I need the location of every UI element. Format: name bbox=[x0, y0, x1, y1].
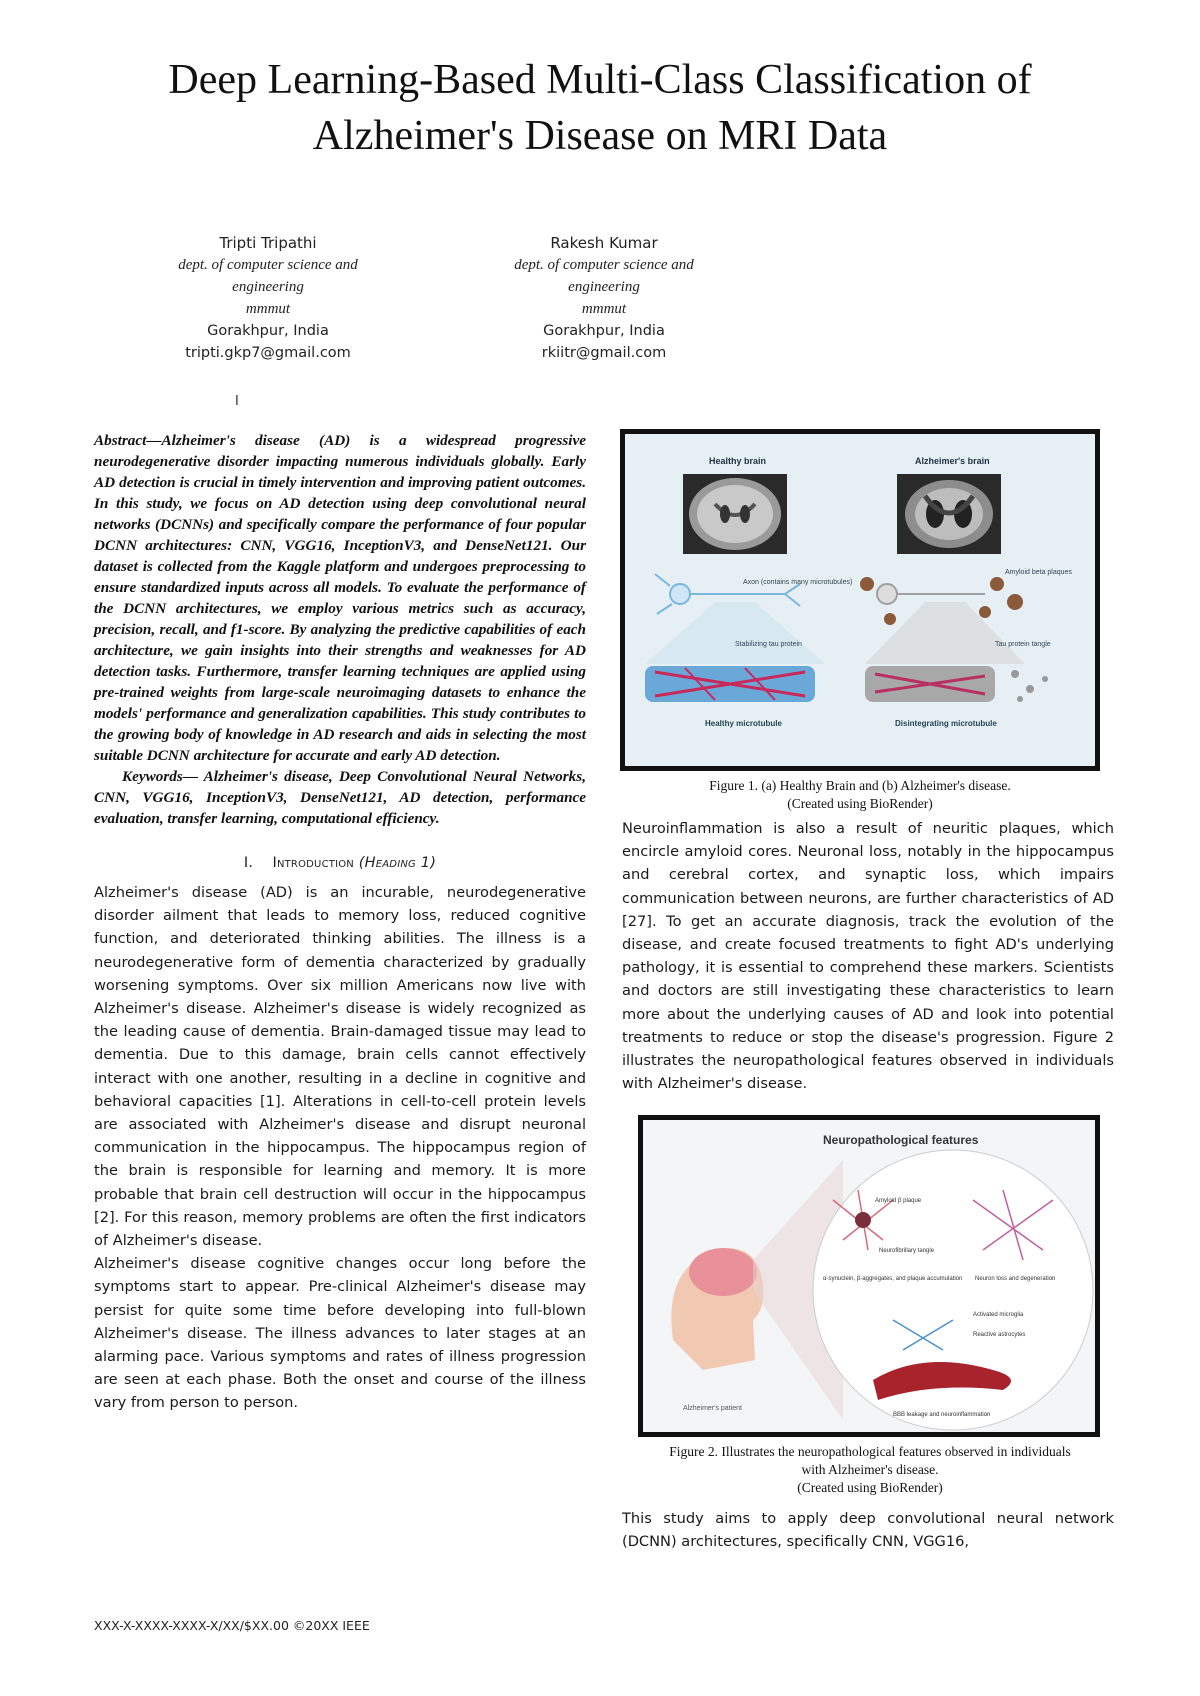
figure-2-illustration bbox=[643, 1120, 1095, 1432]
keywords: Keywords— Alzheimer's disease, Deep Convolutional Neural Networks, CNN, VGG16, InceptionV3, DenseNet121, AD detection, performance evaluation, transfer learning, computational efficiency. bbox=[94, 768, 586, 827]
fig1-label-amyloid: Amyloid beta plaques bbox=[1005, 569, 1072, 576]
author-dept-cont: engineering bbox=[568, 279, 640, 295]
figure-2-caption bbox=[620, 1443, 1120, 1497]
figure-1-illustration bbox=[625, 434, 1095, 766]
fig2-label-microglia: Activated microglia bbox=[973, 1312, 1024, 1318]
fig1-label-tau-tangle: Tau protein tangle bbox=[995, 641, 1051, 648]
figure-1-caption bbox=[620, 777, 1100, 813]
stray-mark: I bbox=[235, 394, 239, 409]
right-column-lower bbox=[622, 1507, 1114, 1553]
author-location: Gorakhpur, India bbox=[207, 323, 329, 339]
author-email: tripti.gkp7@gmail.com bbox=[185, 345, 351, 361]
copyright-footer: XXX-X-XXXX-XXXX-X/XX/$XX.00 ©20XX IEEE bbox=[94, 1618, 370, 1633]
author-email: rkiitr@gmail.com bbox=[541, 345, 667, 361]
fig1-label-alz: Alzheimer's brain bbox=[915, 456, 990, 466]
fig2-label-nft: Neurofibrillary tangle bbox=[879, 1248, 935, 1254]
intro-paragraph-1: Alzheimer's disease (AD) is an incurable, neurodegenerative disorder ailment that leads to memory loss, reduced cognitive function, and deteriorated thinking abilities. The illness is a neurodegenerative form of dementia characterized by gradually worsening symptoms. Over six million Americans now live with Alzheimer's disease. Alzheimer's disease is widely recognized as the leading cause of dementia. Brain-damaged tissue may lead to dementia. Due to this damage, brain cells cannot effectively interact with one another, resulting in a decline in cognitive and behavioral capacities [1]. Alterations in cell-to-cell protein levels are associated with Alzheimer's disease and disrupt neuronal communication in the hippocampus. The hippocampus region of the brain is responsible for learning and memory. It is more probable that brain cell destruction will occur in the hippocampus [2]. For this reason, memory problems are often the first indicators of Alzheimer's disease. bbox=[94, 884, 586, 1250]
figure-1 bbox=[620, 429, 1100, 771]
abstract: Abstract—Alzheimer's disease (AD) is a widespread progressive neurodegenerative disorder impacting numerous individuals globally. Early AD detection is crucial in timely intervention and improving patient outcomes. In this study, we focus on AD detection using deep convolutional neural networks (DCNNs) and specifically compare the performance of four popular DCNN architectures: CNN, VGG16, InceptionV3, and DenseNet121. Our dataset is collected from the Kaggle platform and undergoes preprocessing to ensure standardized inputs across all models. To evaluate the performance of the DCNN architectures, we employ various metrics such as accuracy, precision, recall, and f1-score. By analyzing the predictive capabilities of each architecture, we gain insights into their strengths and weaknesses for AD detection tasks. Furthermore, transfer learning techniques are applied using pre-trained weights from large-scale neuroimaging datasets to enhance the models' performance and generalization capabilities. This study contributes to the growing body of knowledge in AD research and aids in selecting the most suitable DCNN architecture for accurate and early AD detection. bbox=[94, 432, 586, 764]
left-column bbox=[94, 430, 586, 1415]
figure-2-caption-line-2: with Alzheimer's disease. bbox=[801, 1462, 939, 1477]
fig1-label-tau-stab: Stabilizing tau protein bbox=[735, 641, 802, 648]
author-name: Tripti Tripathi bbox=[219, 234, 317, 252]
author-org: mmmut bbox=[581, 301, 627, 317]
figure-2-caption-line-3: (Created using BioRender) bbox=[797, 1480, 943, 1495]
section-suffix: (Heading 1) bbox=[358, 855, 437, 871]
author-name: Rakesh Kumar bbox=[550, 234, 658, 252]
figure-1-caption-line-1: Figure 1. (a) Healthy Brain and (b) Alzheimer's disease. bbox=[709, 778, 1011, 793]
author-block-1 bbox=[138, 232, 398, 364]
figure-2-caption-line-1: Figure 2. Illustrates the neuropathological features observed in individuals bbox=[669, 1444, 1071, 1459]
author-dept: dept. of computer science and bbox=[514, 257, 694, 273]
figure-2 bbox=[638, 1115, 1100, 1437]
paper-title bbox=[60, 52, 1140, 164]
fig1-label-healthy-mt: Healthy microtubule bbox=[705, 719, 782, 728]
fig2-label-1: α-synuclein, β-aggregates, and plaque accumulation bbox=[823, 1276, 963, 1282]
fig2-title: Neuropathological features bbox=[823, 1133, 979, 1147]
title-line-1: Deep Learning-Based Multi-Class Classification of bbox=[168, 57, 1032, 103]
section-number: I. bbox=[243, 855, 254, 871]
healthy-microtubule bbox=[645, 666, 815, 702]
fig2-label-amyloid: Amyloid β plaque bbox=[875, 1198, 922, 1204]
fig2-label-patient: Alzheimer's patient bbox=[683, 1405, 742, 1412]
right-column-upper bbox=[622, 817, 1114, 1095]
author-dept-cont: engineering bbox=[232, 279, 304, 295]
fig1-label-axon: Axon (contains many microtubules) bbox=[743, 579, 853, 586]
fig1-label-dis-mt: Disintegrating microtubule bbox=[895, 719, 997, 728]
right-paragraph-2: This study aims to apply deep convolutional neural network (DCNN) architectures, specifically CNN, VGG16, bbox=[622, 1510, 1114, 1551]
fig1-label-healthy: Healthy brain bbox=[709, 456, 767, 466]
intro-paragraph-2: Alzheimer's disease cognitive changes occur long before the symptoms start to appear. Pre-clinical Alzheimer's disease may persist for quite some time before developing into full-blown Alzheimer's disease. The illness advances to later stages at an alarming pace. Various symptoms and rates of illness progression are seen at each phase. Both the onset and course of the illness vary from person to person. bbox=[94, 1255, 586, 1412]
title-line-2: Alzheimer's Disease on MRI Data bbox=[312, 113, 888, 159]
fig2-label-2: Neuron loss and degeneration bbox=[975, 1276, 1056, 1282]
right-paragraph-1: Neuroinflammation is also a result of neuritic plaques, which encircle amyloid cores. Neuronal loss, notably in the hippocampus and cerebral cortex, and synaptic loss, which impairs communication between neurons, are further characteristics of AD [27]. To get an accurate diagnosis, track the evolution of the disease, and create focused treatments to fight AD's underlying pathology, it is essential to comprehend these markers. Scientists and doctors are still investigating these characteristics to learn more about the underlying causes of AD and look into potential treatments to reduce or stop the disease's progression. Figure 2 illustrates the neuropathological features observed in individuals with Alzheimer's disease. bbox=[622, 820, 1114, 1093]
author-dept: dept. of computer science and bbox=[178, 257, 358, 273]
figure-1-caption-line-2: (Created using BioRender) bbox=[787, 796, 933, 811]
author-org: mmmut bbox=[245, 301, 291, 317]
section-title: Introduction bbox=[272, 855, 354, 871]
section-heading-introduction bbox=[94, 855, 586, 871]
author-location: Gorakhpur, India bbox=[543, 323, 665, 339]
fig2-label-astro: Reactive astrocytes bbox=[973, 1332, 1026, 1338]
fig2-label-3: BBB leakage and neuroinflammation bbox=[893, 1412, 991, 1418]
author-block-2 bbox=[474, 232, 734, 364]
